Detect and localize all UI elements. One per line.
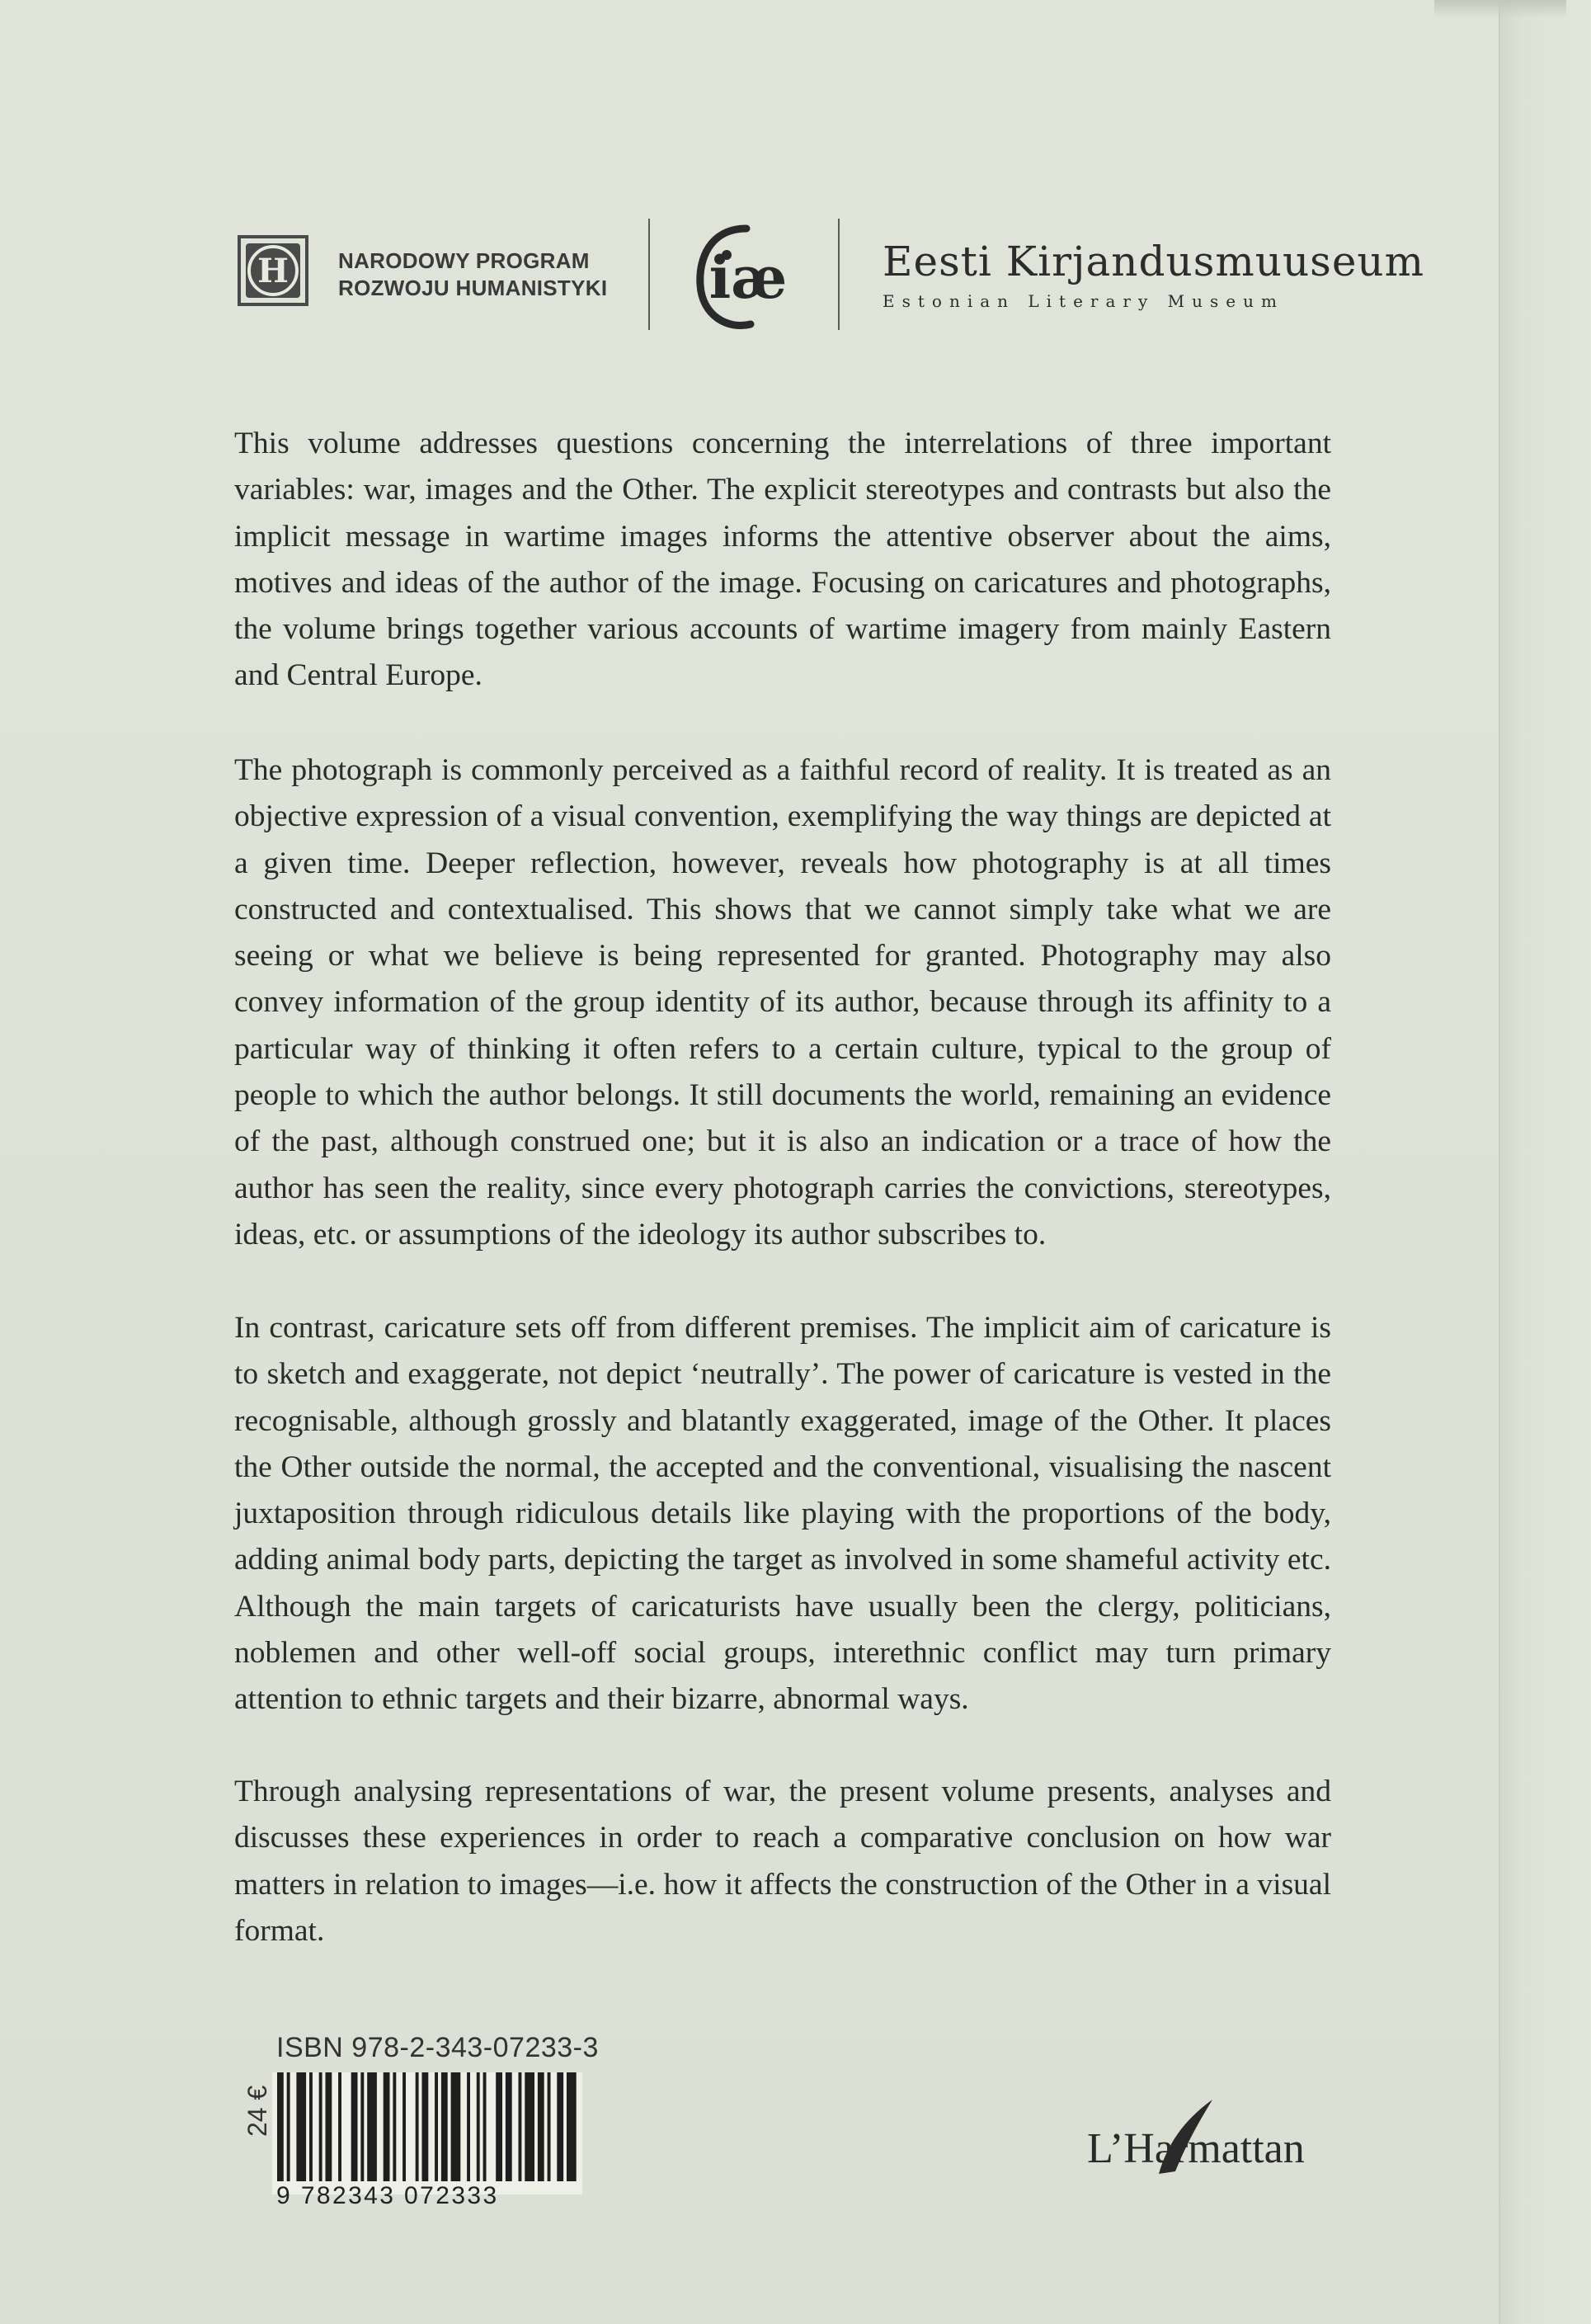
barcode-bar: [496, 2072, 502, 2181]
nprh-logo-text: [338, 247, 607, 302]
barcode-bar: [402, 2072, 406, 2181]
barcode-bar: [519, 2072, 522, 2181]
barcode-bar: [477, 2072, 480, 2181]
nprh-line-2: ROZWOJU HUMANISTYKI: [338, 276, 608, 300]
isbn-label: ISBN 978-2-343-07233-3: [276, 2032, 599, 2063]
barcode-bar: [319, 2072, 322, 2181]
iae-logo-icon: [689, 219, 804, 334]
barcode-bar: [277, 2072, 284, 2181]
blurb-paragraph-2: The photograph is commonly perceived as a faithful record of reality. It is treated as an objective expression of a visual convention, exemplifying the way things are depicted at a given time. Deeper reflection, however, reveals how photography is at all times constructed and contextualised. This shows that we cannot simply take what we are seeing or what we believe is being represented for granted. Photography may also convey information of the group identity of its author, because through its affinity to a particular way of thinking it often refers to a certain culture, typical to the group of people to which the author belongs. It still documents the world, remaining an evidence of the past, although construed one; but it is also an indication or a trace of how the author has seen the reality, since every photograph carries the convictions, stereotypes, ideas, etc. or assumptions of the ideology its author subscribes to.: [234, 753, 1331, 1252]
barcode-bar: [360, 2072, 364, 2181]
barcode-bar: [416, 2072, 419, 2181]
barcode-bar: [309, 2072, 313, 2181]
barcode-bar: [567, 2072, 577, 2181]
iae-logo-text: iæ: [708, 243, 788, 312]
nprh-logo-icon: [238, 235, 308, 306]
barcode-bar: [326, 2072, 332, 2181]
barcode-bar: [467, 2072, 470, 2181]
barcode-bar: [538, 2072, 544, 2181]
barcode-bars: [272, 2072, 582, 2181]
blurb-paragraph-4: Through analysing representations of war, the present volume presents, analyses and discusses these experiences in order to reach a comparative conclusion on how war matters in relation to images—i.e. how it affects the construction of the Other in a visual format.: [234, 1775, 1331, 1948]
blurb-paragraph-1: This volume addresses questions concerning the interrelations of three important variables: war, images and the Other. The explicit stereotypes and contrasts but also the implicit message in wartime images informs the attentive observer about the aims, motives and ideas of the author of the image. Focusing on caricatures and photographs, the volume brings together various accounts of wartime imagery from mainly Eastern and Central Europe.: [234, 427, 1331, 693]
barcode-bar: [451, 2072, 461, 2181]
barcode-bar: [435, 2072, 438, 2181]
price-label: 24 €: [242, 2085, 272, 2137]
museum-subtitle: Estonian Literary Museum: [883, 291, 1284, 311]
barcode-bar: [393, 2072, 396, 2181]
book-spine: [1499, 0, 1591, 2324]
barcode-bar: [338, 2072, 341, 2181]
logo-divider: [838, 219, 840, 330]
sponsor-logos: [0, 198, 1591, 346]
blurb-paragraph-3: In contrast, caricature sets off from different premises. The implicit aim of caricature is to sketch and exaggerate, not depict ‘neutrally’. The power of caricature is vested in the recognisable, although grossly and blatantly exaggerated, image of the Other. It places the Other outside the normal, the accepted and the conventional, visualising the nascent juxtaposition through ridiculous details like playing with the proportions of the body, adding animal body parts, depicting the target as involved in some shameful activity etc. Although the main targets of caricaturists have usually been the clergy, politicians, noblemen and other well-off social groups, interethnic conflict may turn primary attention to ethnic targets and their bizarre, abnormal ways.: [234, 1311, 1331, 1717]
barcode-bar: [506, 2072, 512, 2181]
barcode-bar: [557, 2072, 563, 2181]
barcode-bar: [525, 2072, 534, 2181]
nprh-line-1: NARODOWY PROGRAM: [338, 248, 590, 273]
corner-wear: [1434, 0, 1566, 18]
barcode-bar: [384, 2072, 390, 2181]
barcode-bar: [422, 2072, 429, 2181]
barcode: [272, 2072, 582, 2194]
nprh-logo-letter: H: [257, 251, 289, 290]
museum-title: Eesti Kirjandusmuuseum: [883, 238, 1425, 285]
barcode-bar: [296, 2072, 306, 2181]
barcode-bar: [367, 2072, 377, 2181]
publisher-name: L’Harmattan: [1087, 2125, 1305, 2172]
logo-divider: [648, 219, 650, 330]
barcode-bar: [351, 2072, 358, 2181]
barcode-digits: 9 782343 072333: [276, 2182, 499, 2209]
barcode-bar: [441, 2072, 448, 2181]
barcode-bar: [548, 2072, 551, 2181]
barcode-bar: [287, 2072, 290, 2181]
barcode-bar: [483, 2072, 487, 2181]
